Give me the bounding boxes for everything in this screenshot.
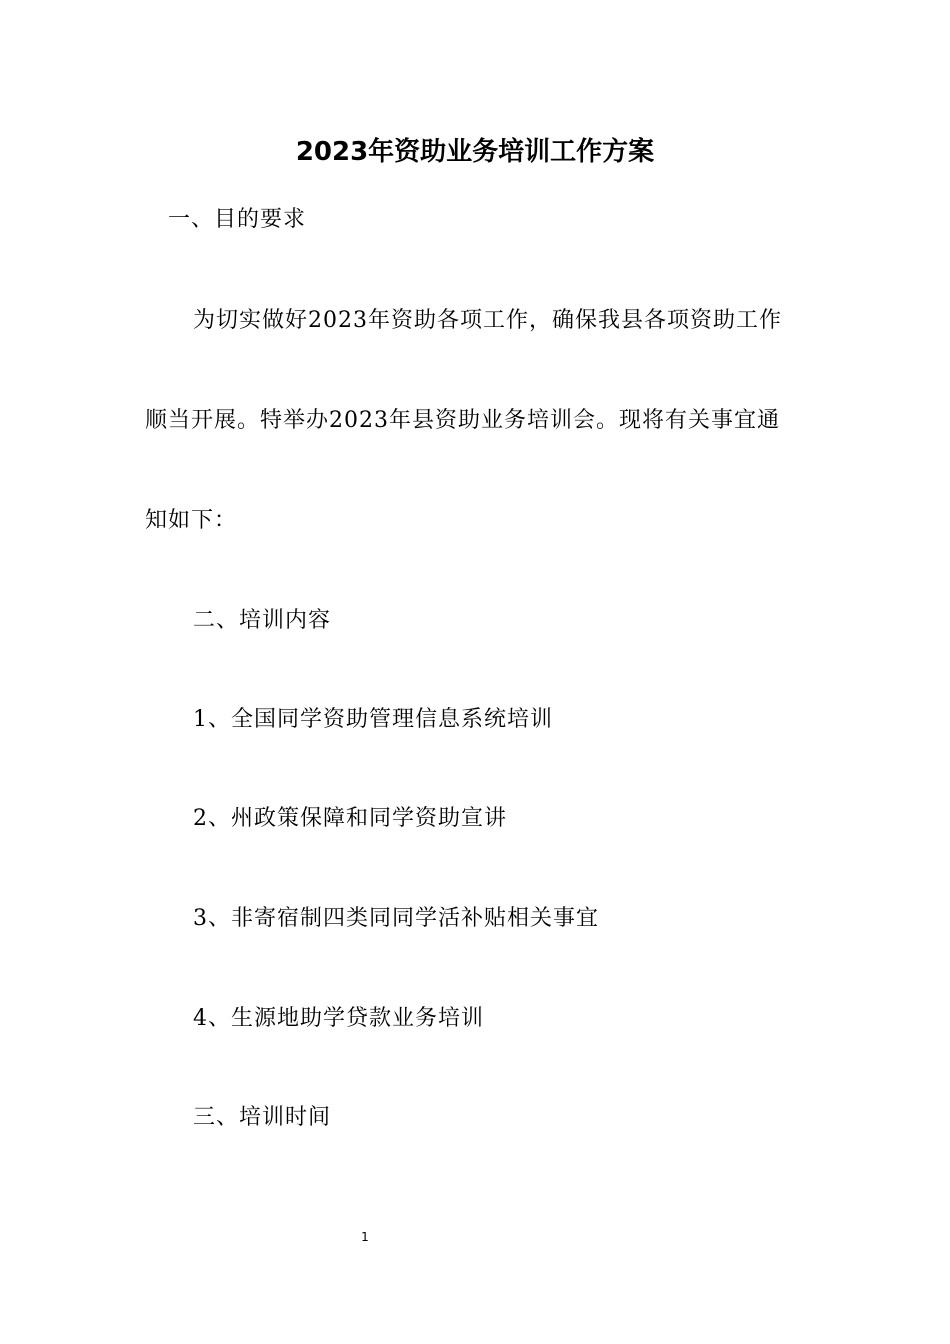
section-heading-time: 三、培训时间	[193, 1105, 332, 1130]
list-item: 4、生源地助学贷款业务培训	[193, 1006, 484, 1031]
page-number: 1	[361, 1230, 369, 1244]
list-item: 2、州政策保障和同学资助宣讲	[193, 806, 507, 831]
section-heading-content: 二、培训内容	[193, 608, 332, 633]
list-item: 1、全国同学资助管理信息系统培训	[193, 707, 553, 732]
paragraph-line: 顺当开展。特举办2023年县资助业务培训会。现将有关事宜通	[145, 408, 780, 433]
paragraph-line: 知如下：	[145, 508, 238, 533]
document-title: 2023年资助业务培训工作方案	[295, 137, 655, 167]
paragraph-line: 为切实做好2023年资助各项工作，确保我县各项资助工作	[193, 308, 782, 333]
section-heading-purpose: 一、目的要求	[168, 207, 307, 232]
list-item: 3、非寄宿制四类同同学活补贴相关事宜	[193, 906, 599, 931]
